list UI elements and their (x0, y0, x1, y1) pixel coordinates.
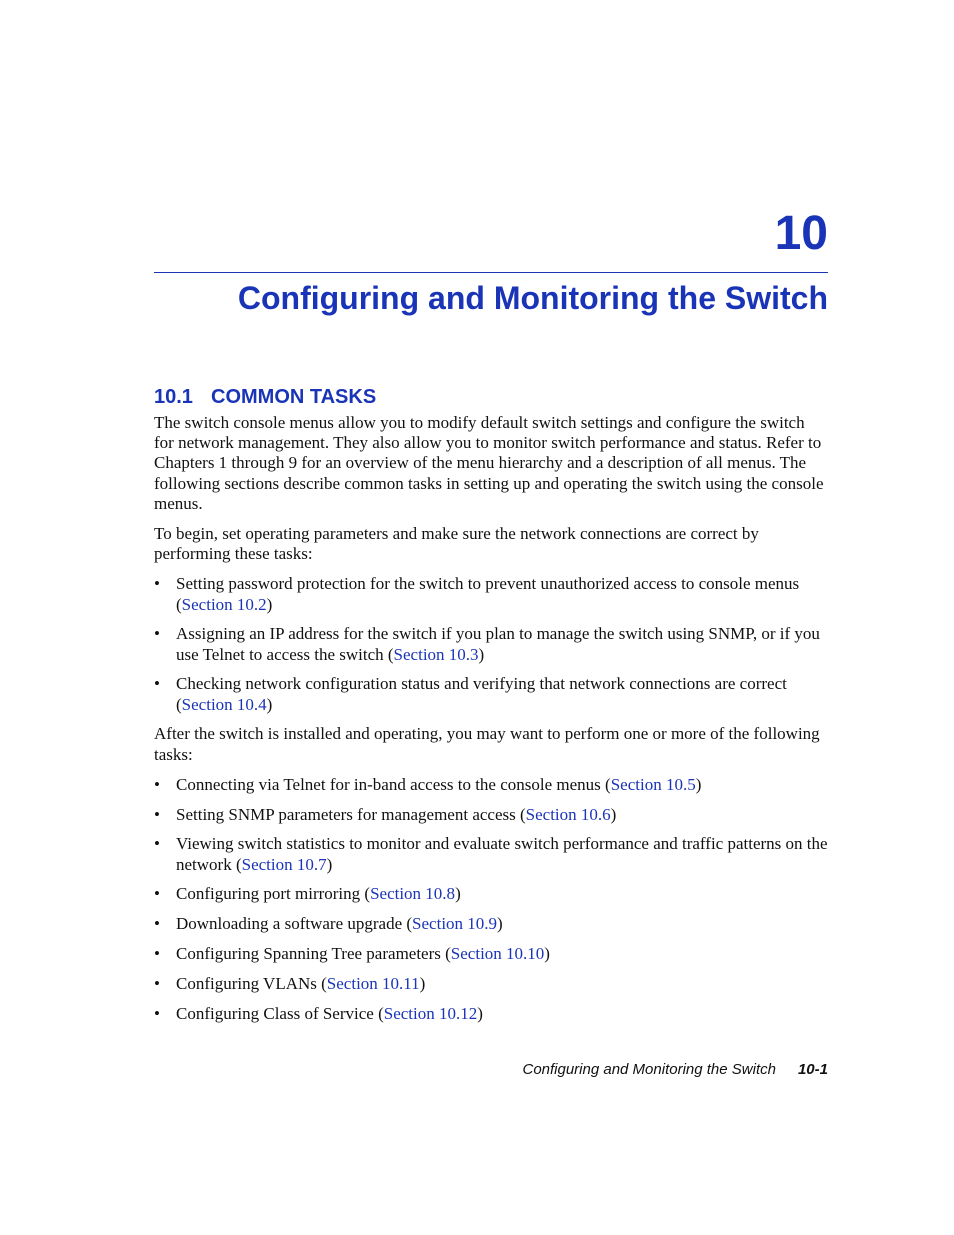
list-item: • Viewing switch statistics to monitor and evaluate switch performance and traffic patterns on the network (Section 10.7) (154, 834, 828, 874)
bullet: • (154, 914, 160, 934)
intro-paragraph: The switch console menus allow you to modify default switch settings and configure the switch for network management. They also allow you to monitor switch performance and status. Refer to Chapters 1 through 9 for an overview of the menu hierarchy and a description of all menus. The following sections describe common tasks in setting up and operating the switch using the console menus. (154, 413, 824, 513)
section-heading (154, 386, 376, 409)
list-item: • Downloading a software upgrade (Section 10.9) (154, 914, 503, 934)
bullet: • (154, 574, 160, 594)
bullet: • (154, 944, 160, 964)
page-number: 10-1 (797, 1061, 828, 1078)
bullet: • (154, 884, 160, 904)
section-link[interactable]: Section 10.6 (525, 804, 611, 824)
chapter-divider (154, 272, 828, 273)
list-item: • Setting password protection for the switch to prevent unauthorized access to console menus (Section 10.2) (154, 574, 800, 614)
chapter-title: Configuring and Monitoring the Switch (237, 280, 828, 316)
section-link[interactable]: Section 10.3 (393, 644, 479, 664)
bullet: • (154, 973, 160, 993)
bullet: • (154, 834, 160, 854)
list-item: • Assigning an IP address for the switch if you plan to manage the switch using SNMP, or if you use Telnet to access the switch (Section 10.3) (154, 624, 820, 664)
section-link[interactable]: Section 10.8 (370, 884, 456, 904)
section-link[interactable]: Section 10.10 (450, 944, 545, 964)
begin-task-list (154, 574, 828, 714)
section-title: COMMON TASKS (211, 386, 377, 408)
list-item: • Configuring Class of Service (Section 10.12) (154, 1003, 483, 1023)
body-text (154, 413, 828, 1033)
list-item: • Checking network configuration status and verifying that network connections are correct (Section 10.4) (154, 674, 787, 714)
section-link[interactable]: Section 10.5 (610, 774, 696, 794)
footer-title: Configuring and Monitoring the Switch (522, 1061, 776, 1078)
list-item: • Configuring VLANs (Section 10.11) (154, 973, 426, 993)
bullet: • (154, 774, 160, 794)
chapter-number: 10 (774, 207, 828, 260)
section-link[interactable]: Section 10.4 (181, 694, 267, 714)
section-link[interactable]: Section 10.11 (326, 973, 420, 993)
section-link[interactable]: Section 10.9 (412, 914, 498, 934)
list-item: • Setting SNMP parameters for management access (Section 10.6) (154, 804, 617, 824)
page-footer (522, 1061, 828, 1078)
bullet: • (154, 804, 160, 824)
section-link[interactable]: Section 10.7 (241, 854, 327, 874)
bullet: • (154, 1003, 160, 1023)
list-item: • Connecting via Telnet for in-band access to the console menus (Section 10.5) (154, 774, 702, 794)
list-item: • Configuring Spanning Tree parameters (Section 10.10) (154, 944, 550, 964)
section-number: 10.1 (154, 386, 193, 408)
after-paragraph: After the switch is installed and operating, you may want to perform one or more of the following tasks: (154, 724, 820, 764)
section-link[interactable]: Section 10.2 (181, 594, 267, 614)
list-item: • Configuring port mirroring (Section 10.8) (154, 884, 461, 904)
section-link[interactable]: Section 10.12 (383, 1003, 478, 1023)
begin-paragraph: To begin, set operating parameters and make sure the network connections are correct by performing these tasks: (154, 524, 759, 564)
bullet: • (154, 624, 160, 644)
after-task-list (154, 775, 828, 1024)
bullet: • (154, 674, 160, 694)
